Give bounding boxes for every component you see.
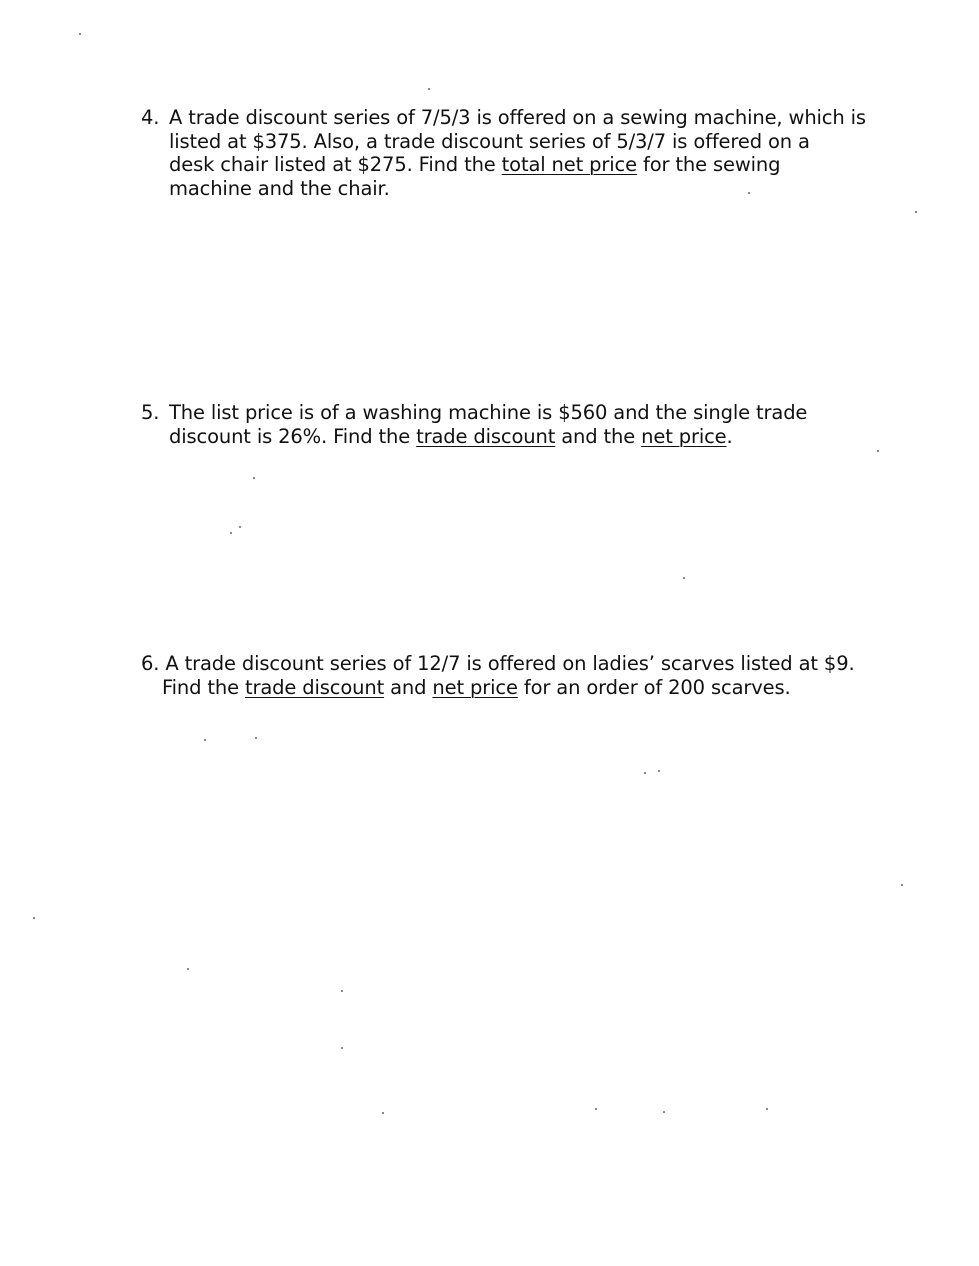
scan-speck <box>341 990 343 992</box>
problem-number: 6. <box>141 652 160 675</box>
scan-speck <box>748 192 750 194</box>
scan-speck <box>230 532 232 534</box>
scan-speck <box>658 770 660 772</box>
text-line: discount is 26%. Find the trade discount and the net price. <box>169 424 733 448</box>
problem-text <box>169 106 866 200</box>
underlined-term: net price <box>641 424 727 448</box>
underlined-term: net price <box>432 675 518 699</box>
scan-speck <box>644 772 646 774</box>
scan-speck <box>683 577 685 579</box>
scan-speck <box>187 968 189 970</box>
problem-number: 4. <box>141 106 160 129</box>
text-line: The list price is of a washing machine is $560 and the single trade <box>169 401 808 424</box>
text-line: desk chair listed at $275. Find the total net price for the sewing <box>169 153 781 176</box>
underlined-term: total net price <box>501 153 637 176</box>
problem-number: 5. <box>141 401 160 424</box>
scan-speck <box>877 450 879 452</box>
text-line: machine and the chair. <box>169 176 390 200</box>
text-line: A trade discount series of 7/5/3 is offered on a sewing machine, which is <box>169 106 866 129</box>
problem-text <box>169 401 807 448</box>
text-line: listed at $375. Also, a trade discount series of 5/3/7 is offered on a <box>169 129 810 153</box>
scan-speck <box>595 1108 597 1110</box>
underlined-term: trade discount <box>245 675 385 699</box>
scan-speck <box>382 1112 384 1114</box>
scan-speck <box>915 211 917 213</box>
scan-speck <box>255 737 257 739</box>
scan-speck <box>253 477 255 479</box>
scan-speck <box>341 1047 343 1049</box>
scan-speck <box>901 884 903 886</box>
problem-first-line: 6. A trade discount series of 12/7 is offered on ladies’ scarves listed at $9. <box>141 652 855 675</box>
scan-speck <box>663 1111 665 1113</box>
underlined-term: trade discount <box>416 424 556 448</box>
scan-speck <box>766 1108 768 1110</box>
scan-speck <box>79 33 81 35</box>
scan-speck <box>428 88 430 90</box>
scan-speck <box>239 526 241 528</box>
scan-speck <box>204 739 206 741</box>
text-line: Find the trade discount and net price for an order of 200 scarves. <box>162 675 791 699</box>
scan-speck <box>33 917 35 919</box>
